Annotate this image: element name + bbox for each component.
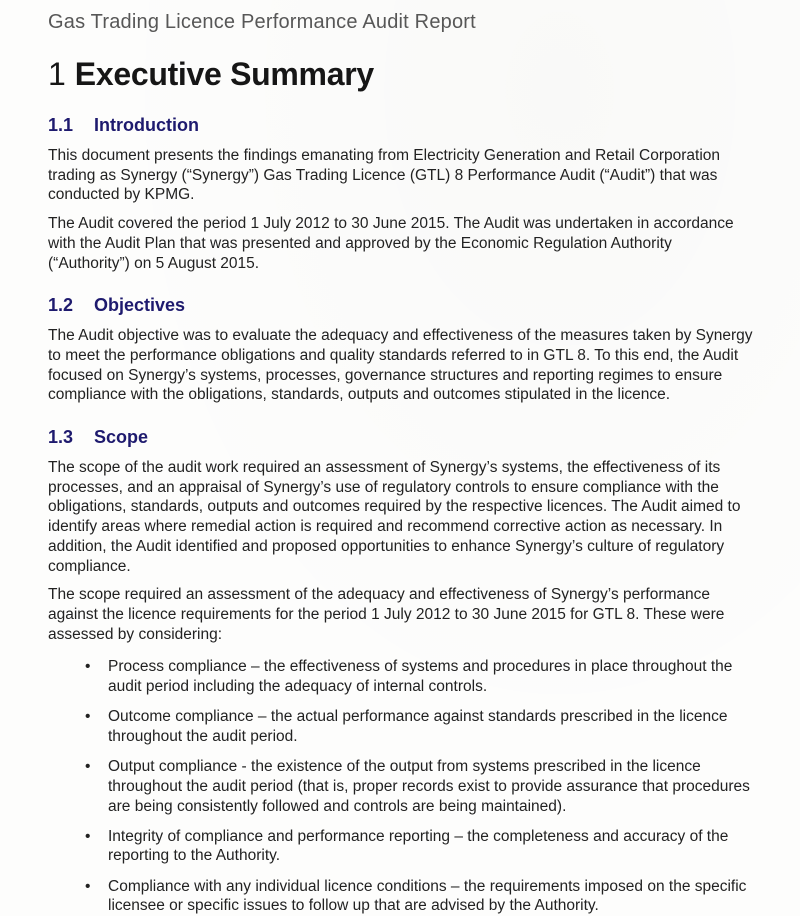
- list-item: [48, 877, 756, 916]
- paragraph: This document presents the findings emanating from Electricity Generation and Retail Corporation trading as Synergy (“Synergy”) Gas Trading Licence (GTL) 8 Performance Audit (“Audit”) that was conducted by KPMG.: [48, 147, 721, 204]
- list-item-text: Outcome compliance – the actual performance against standards prescribed in the licence throughout the audit period.: [108, 708, 728, 745]
- paragraph: The Audit covered the period 1 July 2012 to 30 June 2015. The Audit was undertaken in accordance with the Audit Plan that was presented and approved by the Economic Regulation Authority (“Authority”) on 5 August 2015.: [48, 215, 734, 272]
- section-number: 1.3: [48, 427, 74, 448]
- bullet-icon: •: [85, 708, 91, 726]
- paragraph: The scope of the audit work required an assessment of Synergy’s systems, the effectiveness of its processes, and an appraisal of Synergy’s use of regulatory controls to ensure compliance with the obligations, standards, outputs and outcomes required by the respective licences. The Audit aimed to identify areas where remedial action is required and recommend corrective action as necessary. In addition, the Audit identified and proposed opportunities to enhance Synergy’s culture of regulatory compliance.: [48, 459, 741, 575]
- title-text: Executive Summary: [74, 56, 374, 92]
- section-objectives: [48, 294, 756, 405]
- section-number: 1.2: [48, 295, 74, 316]
- paragraph: The scope required an assessment of the adequacy and effectiveness of Synergy’s performance against the licence requirements for the period 1 July 2012 to 30 June 2015 for GTL 8. These were assessed by considering:: [48, 586, 725, 643]
- section-heading: [48, 294, 756, 316]
- section-title: Objectives: [94, 295, 186, 316]
- section-scope: [48, 426, 756, 916]
- page-title: [48, 55, 756, 93]
- bullet-icon: •: [85, 658, 91, 676]
- section-heading: [48, 426, 756, 448]
- section-introduction: [48, 114, 756, 273]
- paragraph: The Audit objective was to evaluate the adequacy and effectiveness of the measures taken by Synergy to meet the performance obligations and quality standards referred to in GTL 8. To this end, the Audit focused on Synergy’s systems, processes, governance structures and reporting regimes to ensure compliance with the obligations, standards, outputs and outcomes stipulated in the licence.: [48, 327, 753, 404]
- list-item-text: Integrity of compliance and performance reporting – the completeness and accuracy of the reporting to the Authority.: [108, 827, 729, 865]
- section-title: Introduction: [94, 115, 199, 135]
- list-item-text: Compliance with any individual licence conditions – the requirements imposed on the specific licensee or specific issues to follow up that are advised by the Authority.: [108, 877, 747, 915]
- section-number: 1.1: [48, 115, 74, 135]
- list-item: [48, 657, 756, 696]
- section-heading: [48, 114, 756, 136]
- bullet-icon: •: [85, 758, 91, 776]
- list-item: [48, 827, 756, 866]
- running-header: Gas Trading Licence Performance Audit Report: [48, 11, 476, 33]
- list-item-text: Output compliance - the existence of the output from systems prescribed in the licence throughout the audit period (that is, proper records exist to provide assurance that procedures are being consistently followed and controls are being maintained).: [108, 758, 750, 815]
- list-item-text: Process compliance – the effectiveness of systems and procedures in place throughout the audit period including the adequacy of internal controls.: [108, 658, 733, 696]
- list-item: [48, 757, 756, 816]
- scope-bullet-list: [48, 657, 756, 916]
- title-number: 1: [48, 56, 66, 92]
- bullet-icon: •: [85, 827, 91, 845]
- list-item: [48, 707, 756, 746]
- bullet-icon: •: [85, 877, 91, 895]
- section-title: Scope: [94, 427, 149, 448]
